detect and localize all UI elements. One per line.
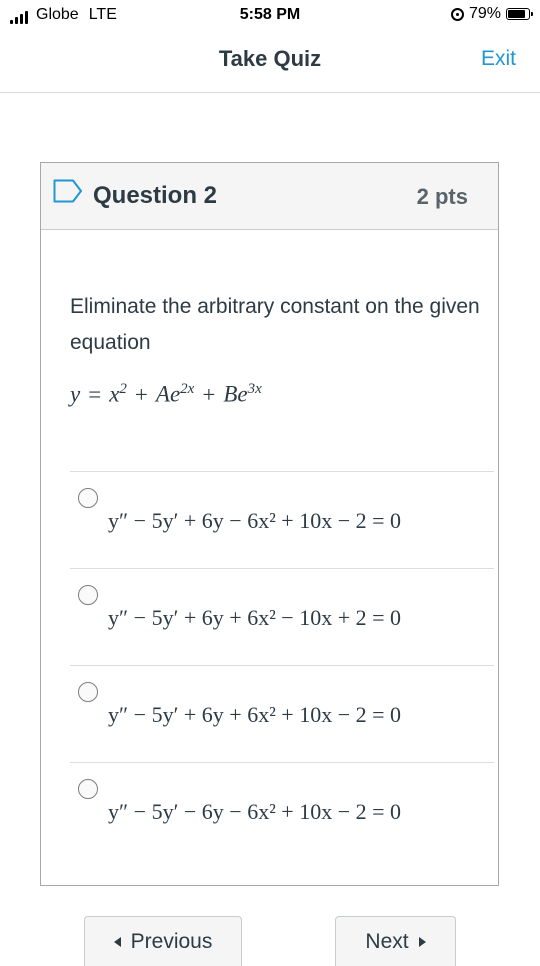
question-title: Question 2 (93, 182, 218, 209)
next-button[interactable] (335, 916, 456, 966)
answer-text: y″ − 5y′ + 6y + 6x² + 10x − 2 = 0 (108, 702, 402, 727)
exit-button[interactable]: Exit (480, 47, 516, 70)
radio-button[interactable] (78, 682, 98, 702)
radio-button[interactable] (78, 585, 98, 605)
question-header (41, 163, 498, 230)
question-card (40, 162, 499, 886)
flag-icon[interactable] (53, 179, 83, 203)
answer-option[interactable] (70, 568, 494, 665)
answer-text: y″ − 5y′ − 6y − 6x² + 10x − 2 = 0 (108, 799, 402, 824)
orientation-lock-icon (451, 8, 464, 21)
chevron-right-icon (419, 937, 426, 947)
status-time: 5:58 PM (239, 6, 301, 23)
next-label: Next (365, 929, 409, 953)
chevron-left-icon (114, 937, 121, 947)
answer-list (70, 471, 494, 859)
battery-icon (506, 8, 530, 20)
radio-button[interactable] (78, 779, 98, 799)
status-right (451, 5, 530, 23)
status-bar (0, 0, 540, 30)
answer-option[interactable] (70, 665, 494, 762)
answer-text: y″ − 5y′ + 6y + 6x² − 10x + 2 = 0 (108, 605, 402, 630)
page-title: Take Quiz (218, 46, 322, 71)
answer-option[interactable] (70, 471, 494, 568)
nav-header (0, 30, 540, 93)
question-points: 2 pts (416, 184, 468, 209)
previous-button[interactable] (84, 916, 242, 966)
network-type: LTE (88, 6, 117, 23)
answer-option[interactable] (70, 762, 494, 859)
battery-percent: 79% (468, 5, 501, 22)
carrier-name: Globe (36, 6, 79, 23)
question-equation: $y = x^2 + Ae^{2x} + Be^{3x}$ (70, 381, 262, 407)
radio-button[interactable] (78, 488, 98, 508)
answer-text: y″ − 5y′ + 6y − 6x² + 10x − 2 = 0 (108, 508, 402, 533)
question-text: Eliminate the arbitrary constant on the given equation (70, 295, 480, 354)
previous-label: Previous (130, 929, 213, 953)
